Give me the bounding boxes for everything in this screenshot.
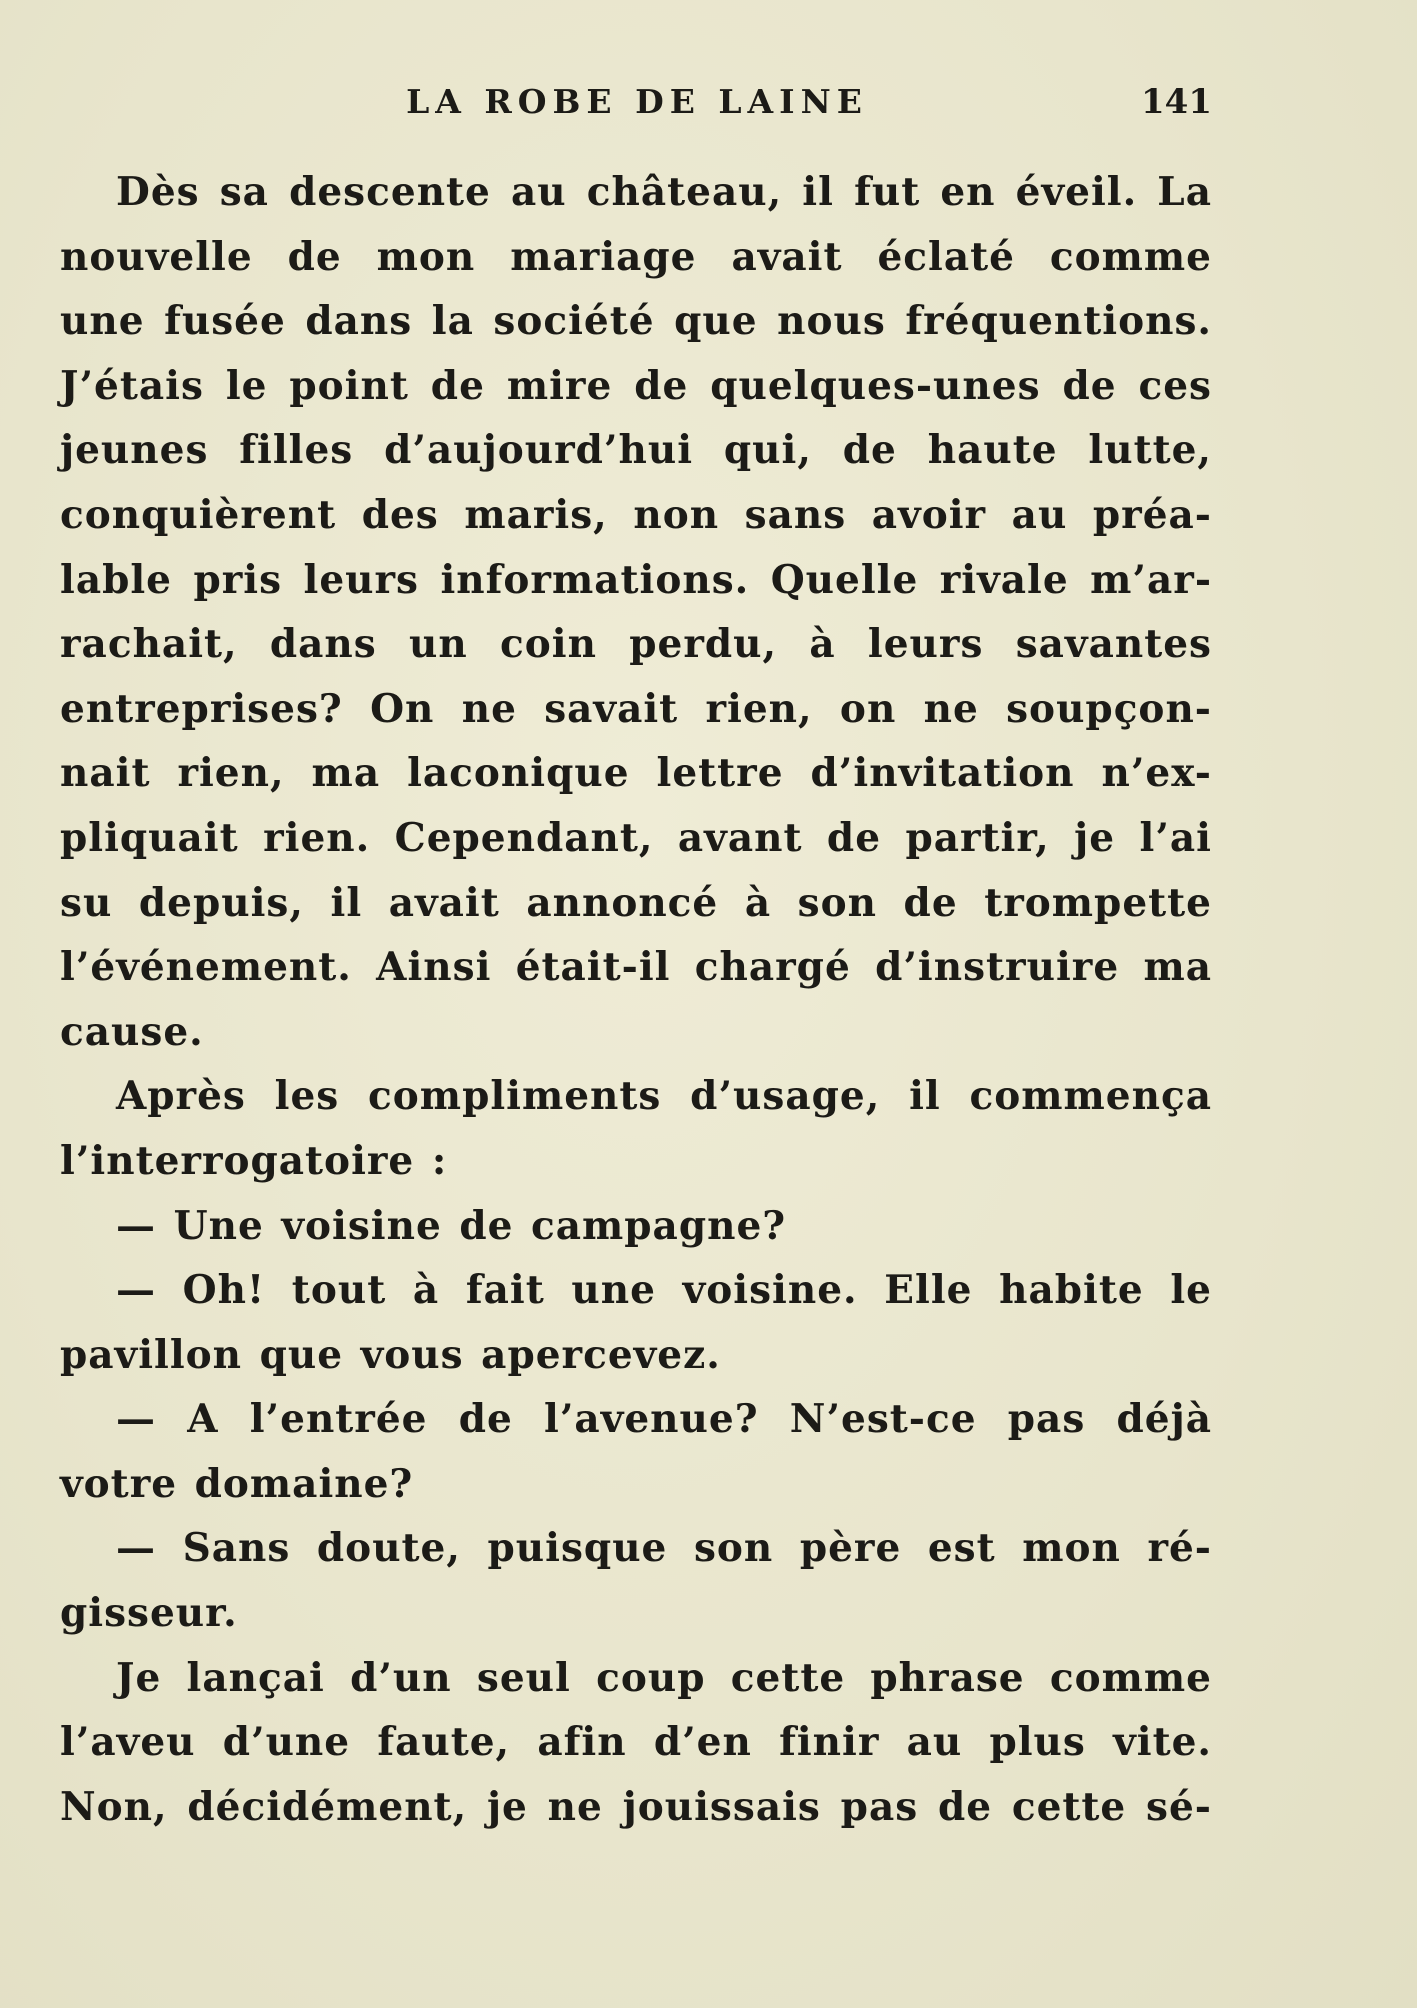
text-line: Dès sa descente au château, il fut en éveil. La — [116, 169, 1212, 215]
text-line: conquièrent des maris, non sans avoir au préa- — [60, 491, 1212, 538]
body-text — [60, 160, 1212, 1839]
text-line: gisseur. — [60, 1590, 238, 1637]
page-number: 141 — [1141, 82, 1212, 122]
text-line: — Sans doute, puisque son père est mon ré- — [116, 1525, 1212, 1572]
text-line: Non, décidément, je ne jouissais pas de cette sé- — [60, 1783, 1212, 1830]
text-line: nait rien, ma laconique lettre d’invitation n’ex- — [60, 750, 1212, 797]
text-line: rachait, dans un coin perdu, à leurs savantes — [60, 621, 1212, 668]
text-line: lable pris leurs informations. Quelle rivale m’ar- — [60, 556, 1212, 603]
text-line: nouvelle de mon mariage avait éclaté comme — [60, 233, 1212, 280]
text-line: — Oh! tout à fait une voisine. Elle habite le — [116, 1267, 1212, 1314]
text-line: J’étais le point de mire de quelques-unes de ces — [60, 362, 1212, 409]
text-line: Je lançai d’un seul coup cette phrase comme — [116, 1654, 1212, 1701]
text-line: l’événement. Ainsi était-il chargé d’instruire ma — [60, 944, 1212, 991]
text-line: l’aveu d’une faute, afin d’en finir au plus vite. — [60, 1719, 1212, 1766]
page-header — [62, 82, 1212, 132]
text-line: entreprises? On ne savait rien, on ne soupçon- — [60, 685, 1212, 732]
text-line: pavillon que vous apercevez. — [60, 1331, 721, 1378]
text-line: l’interrogatoire : — [60, 1137, 448, 1184]
running-title: LA ROBE DE LAINE — [406, 82, 868, 121]
text-line: jeunes filles d’aujourd’hui qui, de haute lutte, — [60, 427, 1212, 474]
text-line: Après les compliments d’usage, il commença — [116, 1073, 1212, 1120]
text-line: — A l’entrée de l’avenue? N’est-ce pas déjà — [116, 1396, 1212, 1443]
text-line: cause. — [60, 1008, 204, 1055]
text-line: — Une voisine de campagne? — [116, 1202, 787, 1249]
text-line: su depuis, il avait annoncé à son de trompette — [60, 879, 1212, 926]
text-line: votre domaine? — [60, 1460, 414, 1507]
text-line: pliquait rien. Cependant, avant de partir, je l’ai — [60, 814, 1212, 861]
text-line: une fusée dans la société que nous fréquentions. — [60, 298, 1212, 345]
